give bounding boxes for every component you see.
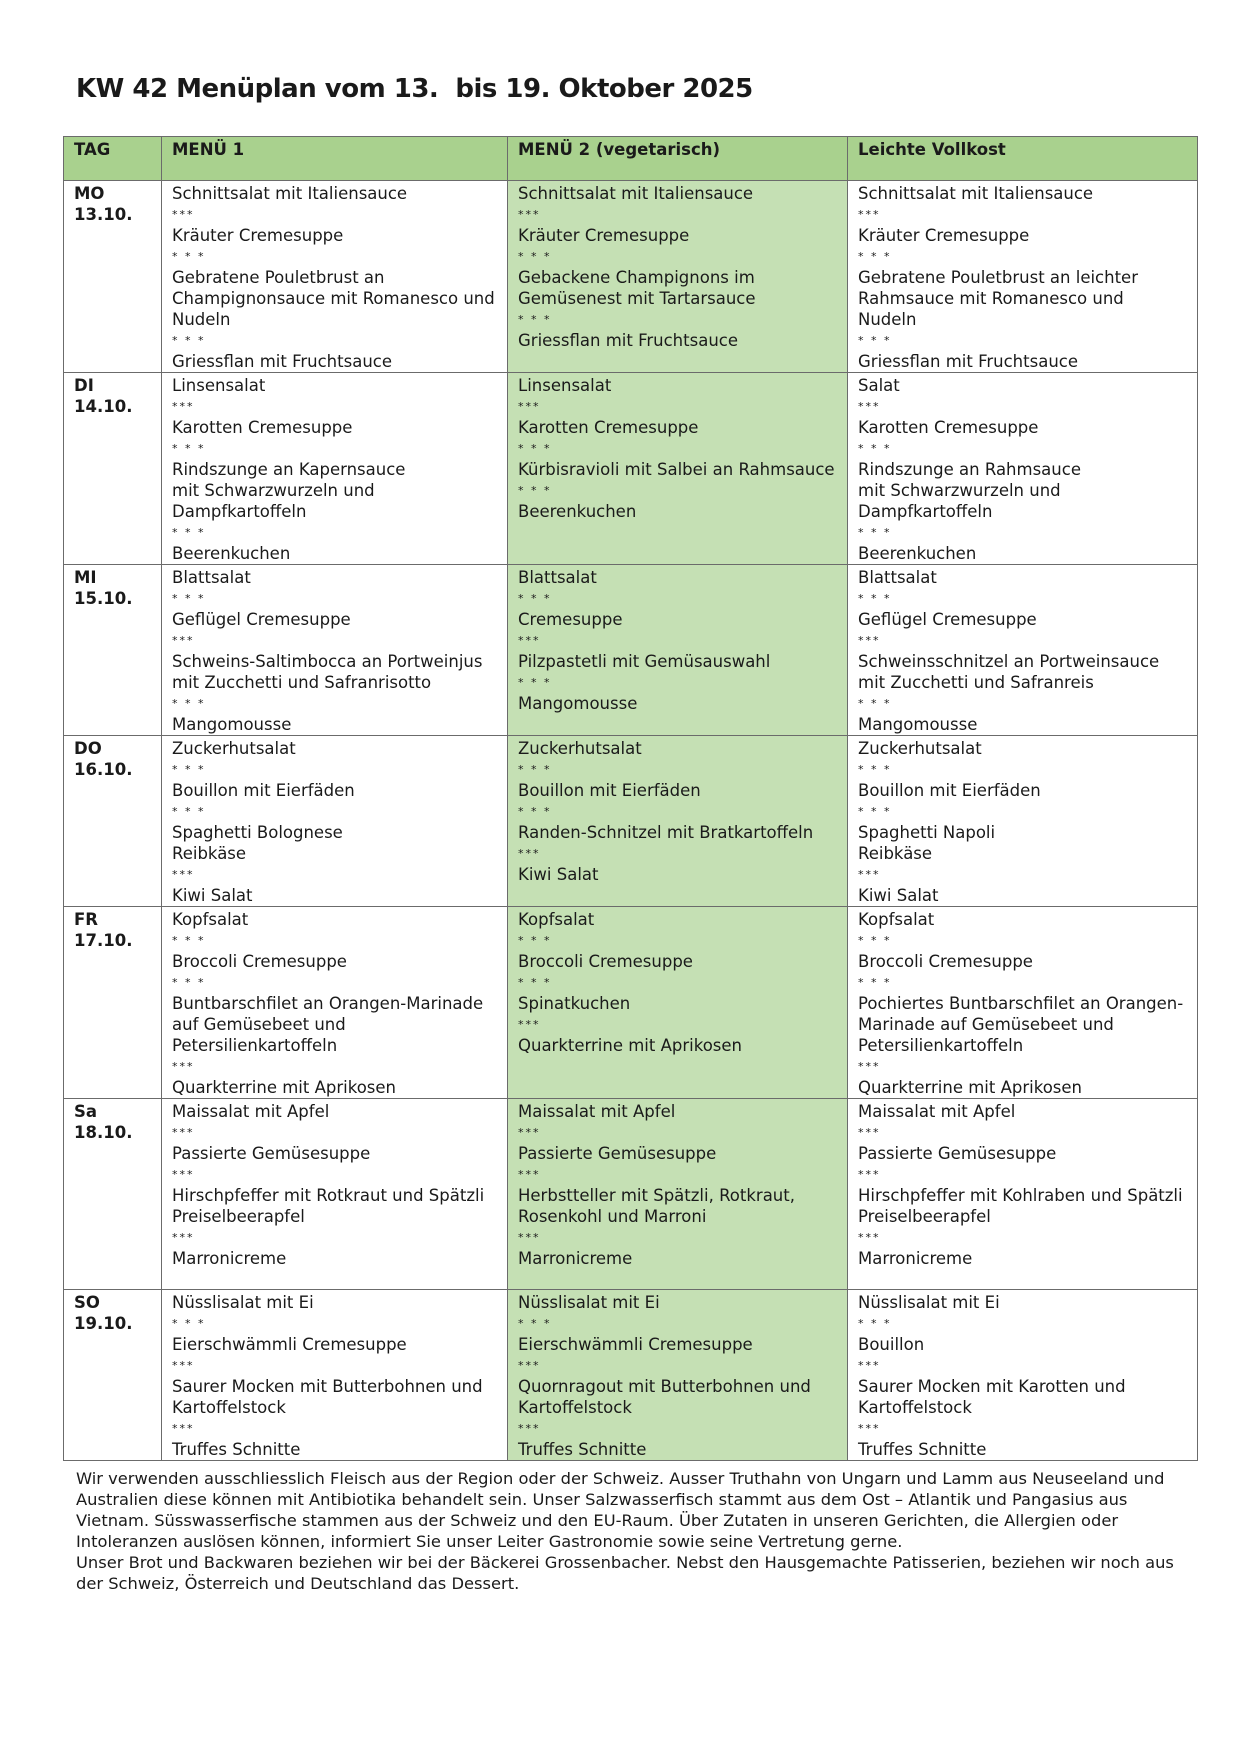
course-item: Nüsslisalat mit Ei <box>172 1293 314 1312</box>
course-item: Nüsslisalat mit Ei <box>858 1293 1000 1312</box>
course-item: Pilzpastetli mit Gemüsauswahl <box>518 652 771 671</box>
course-item: Gebackene Champignons im Gemüsenest mit Tartarsauce <box>518 268 756 308</box>
menu2-cell <box>508 736 848 907</box>
course-item: Passierte Gemüsesuppe <box>172 1144 371 1163</box>
course-item: Schnittsalat mit Italiensauce <box>858 184 1094 203</box>
menu-row-mi <box>64 565 1198 736</box>
menu2-cell <box>508 181 848 373</box>
course-item: Quornragout mit Butterbohnen und Kartoffelstock <box>518 1377 811 1417</box>
course-item: Mangomousse <box>518 694 638 713</box>
course-separator: *** <box>172 1126 195 1139</box>
course-item: Broccoli Cremesuppe <box>858 952 1033 971</box>
course-item: Kiwi Salat <box>858 886 939 905</box>
course-item: Karotten Cremesuppe <box>172 418 353 437</box>
footer-note <box>76 1468 1176 1594</box>
course-item: Saurer Mocken mit Butterbohnen und Kartoffelstock <box>172 1377 483 1417</box>
day-name: MI <box>74 568 97 587</box>
course-item: Bouillon mit Eierfäden <box>858 781 1041 800</box>
course-item: Bouillon <box>858 1335 925 1354</box>
course-item: Gebratene Pouletbrust an leichter Rahmsauce mit Romanesco und Nudeln <box>858 268 1138 329</box>
course-item: Blattsalat <box>518 568 597 587</box>
course-item: Broccoli Cremesuppe <box>172 952 347 971</box>
course-separator: *** <box>518 1422 541 1435</box>
day-cell <box>64 565 162 736</box>
menu-row-mo <box>64 181 1198 373</box>
course-separator: *** <box>518 634 541 647</box>
course-separator: *** <box>172 1060 195 1073</box>
course-separator: * * * <box>172 934 206 947</box>
day-cell <box>64 1290 162 1461</box>
course-item: Schnittsalat mit Italiensauce <box>518 184 754 203</box>
course-item: Truffes Schnitte <box>858 1440 987 1459</box>
course-item: Randen-Schnitzel mit Bratkartoffeln <box>518 823 814 842</box>
course-separator: *** <box>858 634 881 647</box>
light-cell <box>848 907 1198 1099</box>
day-name: DI <box>74 376 94 395</box>
course-separator: *** <box>858 1359 881 1372</box>
course-separator: *** <box>172 1168 195 1181</box>
course-separator: *** <box>172 1359 195 1372</box>
course-item: Geflügel Cremesuppe <box>172 610 351 629</box>
course-item: Hirschpfeffer mit Rotkraut und Spätzli Preiselbeerapfel <box>172 1186 485 1226</box>
course-separator: * * * <box>858 805 892 818</box>
menu2-cell <box>508 565 848 736</box>
light-cell <box>848 1099 1198 1290</box>
course-separator: *** <box>172 868 195 881</box>
menu2-cell <box>508 1290 848 1461</box>
course-separator: * * * <box>858 442 892 455</box>
day-date: 16.10. <box>74 760 133 779</box>
course-item: Schnittsalat mit Italiensauce <box>172 184 408 203</box>
course-item: Maissalat mit Apfel <box>172 1102 330 1121</box>
course-item: Spaghetti Bolognese Reibkäse <box>172 823 343 863</box>
course-separator: *** <box>172 208 195 221</box>
course-item: Pochiertes Buntbarschfilet an Orangen-Marinade auf Gemüsebeet und Petersilienkartoffeln <box>858 994 1184 1055</box>
course-separator: *** <box>518 1168 541 1181</box>
course-separator: * * * <box>858 334 892 347</box>
course-item: Rindszunge an Rahmsauce mit Schwarzwurzeln und Dampfkartoffeln <box>858 460 1081 521</box>
menu1-cell <box>162 1290 508 1461</box>
header-menu1: MENÜ 1 <box>162 137 508 181</box>
menu2-cell <box>508 373 848 565</box>
course-separator: * * * <box>858 697 892 710</box>
course-separator: * * * <box>858 976 892 989</box>
course-item: Marronicreme <box>172 1249 287 1268</box>
course-separator: * * * <box>518 763 552 776</box>
menu1-cell <box>162 181 508 373</box>
course-item: Buntbarschfilet an Orangen-Marinade auf Gemüsebeet und Petersilienkartoffeln <box>172 994 484 1055</box>
header-menu2: MENÜ 2 (vegetarisch) <box>508 137 848 181</box>
course-separator: *** <box>172 634 195 647</box>
course-separator: *** <box>172 1422 195 1435</box>
course-separator: *** <box>858 400 881 413</box>
course-separator: *** <box>172 1231 195 1244</box>
course-item: Saurer Mocken mit Karotten und Kartoffelstock <box>858 1377 1126 1417</box>
light-cell <box>848 1290 1198 1461</box>
course-item: Kräuter Cremesuppe <box>518 226 690 245</box>
course-item: Spinatkuchen <box>518 994 631 1013</box>
course-separator: * * * <box>518 592 552 605</box>
course-item: Schweins-Saltimbocca an Portweinjus mit Zucchetti und Safranrisotto <box>172 652 483 692</box>
course-item: Kürbisravioli mit Salbei an Rahmsauce <box>518 460 835 479</box>
course-item: Kräuter Cremesuppe <box>172 226 344 245</box>
course-separator: * * * <box>518 484 552 497</box>
course-item: Truffes Schnitte <box>518 1440 647 1459</box>
course-separator: * * * <box>518 250 552 263</box>
course-item: Quarkterrine mit Aprikosen <box>518 1036 742 1055</box>
footer-paragraph: Unser Brot und Backwaren beziehen wir bei der Bäckerei Grossenbacher. Nebst den Hausgemachte Patisserien, beziehen wir noch aus der Schweiz, Österreich und Deutschland das Dessert. <box>76 1553 1174 1593</box>
course-separator: *** <box>172 400 195 413</box>
course-item: Rindszunge an Kapernsauce mit Schwarzwurzeln und Dampfkartoffeln <box>172 460 406 521</box>
course-separator: * * * <box>172 1317 206 1330</box>
course-item: Mangomousse <box>858 715 978 734</box>
menu-table-body <box>64 181 1198 1461</box>
header-tag: TAG <box>64 137 162 181</box>
course-item: Marronicreme <box>858 1249 973 1268</box>
course-item: Kräuter Cremesuppe <box>858 226 1030 245</box>
course-separator: *** <box>518 1359 541 1372</box>
course-item: Hirschpfeffer mit Kohlraben und Spätzli Preiselbeerapfel <box>858 1186 1183 1226</box>
course-separator: *** <box>518 847 541 860</box>
course-separator: *** <box>858 1060 881 1073</box>
course-separator: * * * <box>172 334 206 347</box>
footer-paragraph: Wir verwenden ausschliesslich Fleisch aus der Region oder der Schweiz. Ausser Truthahn von Ungarn und Lamm aus Neuseeland und Australien diese können mit Antibiotika behandelt sein. Unser Salzwasserfisch stammt aus dem Ost – Atlantik und Pangasius aus Vietnam. Süsswasserfische stammen aus der Schweiz und den EU-Raum. Über Zutaten in unseren Gerichten, die Allergien oder Intoleranzen auslösen können, informiert Sie unser Leiter Gastronomie sowie seine Vertretung gerne. <box>76 1469 1165 1551</box>
day-name: MO <box>74 184 105 203</box>
course-item: Mangomousse <box>172 715 292 734</box>
course-item: Salat <box>858 376 900 395</box>
course-item: Blattsalat <box>858 568 937 587</box>
course-separator: * * * <box>858 526 892 539</box>
course-item: Marronicreme <box>518 1249 633 1268</box>
course-item: Zuckerhutsalat <box>172 739 296 758</box>
course-item: Maissalat mit Apfel <box>858 1102 1016 1121</box>
course-separator: *** <box>518 400 541 413</box>
header-light: Leichte Vollkost <box>848 137 1198 181</box>
day-cell <box>64 736 162 907</box>
menu1-cell <box>162 907 508 1099</box>
day-cell <box>64 1099 162 1290</box>
menu2-cell <box>508 1099 848 1290</box>
light-cell <box>848 565 1198 736</box>
course-item: Karotten Cremesuppe <box>518 418 699 437</box>
day-cell <box>64 907 162 1099</box>
course-separator: * * * <box>172 250 206 263</box>
course-separator: * * * <box>172 763 206 776</box>
day-name: Sa <box>74 1102 98 1121</box>
menu2-cell <box>508 907 848 1099</box>
course-item: Zuckerhutsalat <box>858 739 982 758</box>
menu1-cell <box>162 1099 508 1290</box>
light-cell <box>848 373 1198 565</box>
course-separator: * * * <box>858 250 892 263</box>
menu-row-sa <box>64 1099 1198 1290</box>
course-separator: *** <box>518 208 541 221</box>
course-separator: * * * <box>518 676 552 689</box>
menu-row-fr <box>64 907 1198 1099</box>
day-date: 14.10. <box>74 397 133 416</box>
course-item: Quarkterrine mit Aprikosen <box>858 1078 1082 1097</box>
menu-row-di <box>64 373 1198 565</box>
course-separator: * * * <box>858 592 892 605</box>
course-item: Zuckerhutsalat <box>518 739 642 758</box>
menu1-cell <box>162 373 508 565</box>
course-separator: * * * <box>858 763 892 776</box>
course-item: Beerenkuchen <box>172 544 291 563</box>
course-item: Nüsslisalat mit Ei <box>518 1293 660 1312</box>
day-date: 15.10. <box>74 589 133 608</box>
day-name: FR <box>74 910 98 929</box>
course-separator: * * * <box>518 976 552 989</box>
course-separator: *** <box>518 1231 541 1244</box>
course-item: Herbstteller mit Spätzli, Rotkraut, Rosenkohl und Marroni <box>518 1186 795 1226</box>
day-cell <box>64 181 162 373</box>
course-separator: * * * <box>172 805 206 818</box>
course-item: Spaghetti Napoli Reibkäse <box>858 823 996 863</box>
course-item: Eierschwämmli Cremesuppe <box>518 1335 753 1354</box>
course-separator: * * * <box>518 805 552 818</box>
course-item: Passierte Gemüsesuppe <box>858 1144 1057 1163</box>
course-separator: * * * <box>518 442 552 455</box>
course-item: Blattsalat <box>172 568 251 587</box>
course-item: Maissalat mit Apfel <box>518 1102 676 1121</box>
course-item: Geflügel Cremesuppe <box>858 610 1037 629</box>
course-separator: * * * <box>858 1317 892 1330</box>
course-separator: * * * <box>172 697 206 710</box>
course-item: Beerenkuchen <box>858 544 977 563</box>
day-date: 17.10. <box>74 931 133 950</box>
menu-row-so <box>64 1290 1198 1461</box>
menu1-cell <box>162 736 508 907</box>
menu-table <box>63 136 1198 1461</box>
course-item: Eierschwämmli Cremesuppe <box>172 1335 407 1354</box>
course-separator: *** <box>858 868 881 881</box>
course-item: Kopfsalat <box>858 910 935 929</box>
menu-table-header-row <box>64 137 1198 181</box>
course-item: Karotten Cremesuppe <box>858 418 1039 437</box>
course-separator: * * * <box>518 934 552 947</box>
course-item: Griessflan mit Fruchtsauce <box>172 352 392 371</box>
course-separator: *** <box>518 1018 541 1031</box>
menu1-cell <box>162 565 508 736</box>
course-separator: * * * <box>518 1317 552 1330</box>
day-date: 18.10. <box>74 1123 133 1142</box>
course-separator: *** <box>858 208 881 221</box>
light-cell <box>848 736 1198 907</box>
course-item: Beerenkuchen <box>518 502 637 521</box>
course-item: Griessflan mit Fruchtsauce <box>858 352 1078 371</box>
course-separator: * * * <box>172 442 206 455</box>
day-cell <box>64 373 162 565</box>
page-title: KW 42 Menüplan vom 13. bis 19. Oktober 2025 <box>76 74 753 104</box>
course-separator: *** <box>858 1422 881 1435</box>
day-date: 13.10. <box>74 205 133 224</box>
course-separator: *** <box>858 1231 881 1244</box>
course-item: Quarkterrine mit Aprikosen <box>172 1078 396 1097</box>
course-item: Broccoli Cremesuppe <box>518 952 693 971</box>
course-item: Gebratene Pouletbrust an Champignonsauce mit Romanesco und Nudeln <box>172 268 495 329</box>
course-separator: * * * <box>172 976 206 989</box>
day-name: SO <box>74 1293 100 1312</box>
course-item: Truffes Schnitte <box>172 1440 301 1459</box>
course-item: Bouillon mit Eierfäden <box>518 781 701 800</box>
day-date: 19.10. <box>74 1314 133 1333</box>
course-separator: *** <box>858 1126 881 1139</box>
course-separator: *** <box>518 1126 541 1139</box>
light-cell <box>848 181 1198 373</box>
course-item: Passierte Gemüsesuppe <box>518 1144 717 1163</box>
menu-row-do <box>64 736 1198 907</box>
course-item: Bouillon mit Eierfäden <box>172 781 355 800</box>
course-item: Kopfsalat <box>518 910 595 929</box>
course-item: Kiwi Salat <box>172 886 253 905</box>
course-item: Schweinsschnitzel an Portweinsauce mit Zucchetti und Safranreis <box>858 652 1160 692</box>
day-name: DO <box>74 739 102 758</box>
course-item: Kopfsalat <box>172 910 249 929</box>
course-item: Linsensalat <box>518 376 612 395</box>
course-item: Griessflan mit Fruchtsauce <box>518 331 738 350</box>
course-separator: * * * <box>172 526 206 539</box>
course-item: Kiwi Salat <box>518 865 599 884</box>
course-separator: * * * <box>858 934 892 947</box>
course-separator: * * * <box>172 592 206 605</box>
course-separator: * * * <box>518 313 552 326</box>
course-item: Cremesuppe <box>518 610 623 629</box>
course-item: Linsensalat <box>172 376 266 395</box>
course-separator: *** <box>858 1168 881 1181</box>
